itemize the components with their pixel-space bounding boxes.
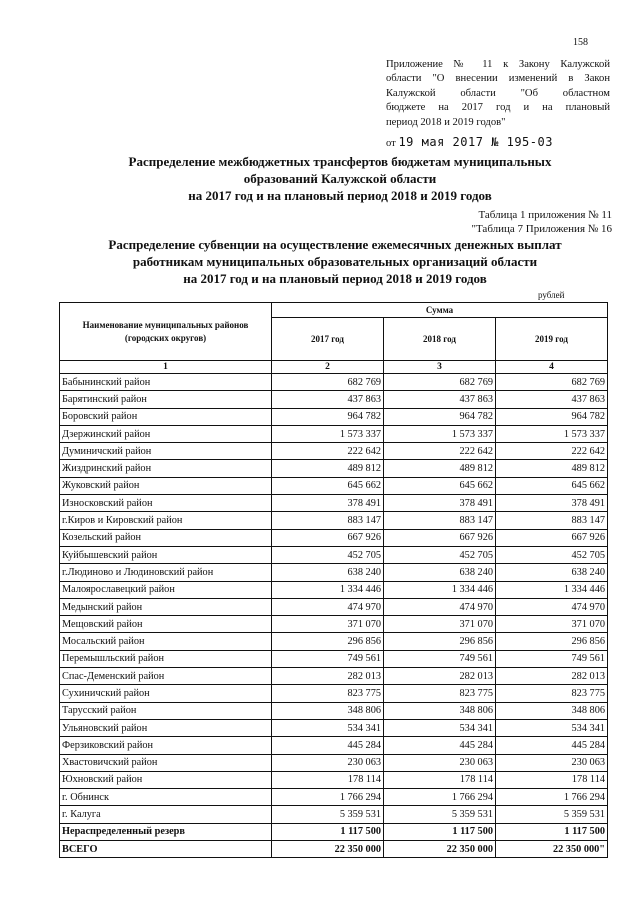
row-name: Жиздринский район — [60, 460, 272, 477]
value-2018: 452 705 — [384, 546, 496, 563]
column-number: 2 — [272, 361, 384, 374]
page-number: 158 — [573, 37, 588, 48]
value-2019: 282 013 — [496, 668, 608, 685]
value-2017: 282 013 — [272, 668, 384, 685]
value-2019: 1 573 337 — [496, 425, 608, 442]
row-name: Хвастовичский район — [60, 754, 272, 771]
table-row — [60, 529, 608, 546]
value-2017: 230 063 — [272, 754, 384, 771]
value-2019: 222 642 — [496, 443, 608, 460]
table-row — [60, 771, 608, 788]
value-2018: 445 284 — [384, 737, 496, 754]
value-2019: 1 766 294 — [496, 789, 608, 806]
value-2019: 5 359 531 — [496, 806, 608, 823]
document-title — [60, 153, 620, 204]
value-2018: 883 147 — [384, 512, 496, 529]
table-row — [60, 598, 608, 615]
value-2019: 682 769 — [496, 374, 608, 391]
column-header-2017: 2017 год — [272, 318, 384, 361]
row-name: Сухиничский район — [60, 685, 272, 702]
value-2017: 964 782 — [272, 408, 384, 425]
value-2017: 5 359 531 — [272, 806, 384, 823]
appendix-line: период 2018 и 2019 годов" — [386, 116, 506, 128]
value-2019: 230 063 — [496, 754, 608, 771]
appendix-reference — [386, 58, 610, 130]
value-2018: 437 863 — [384, 391, 496, 408]
value-2017: 178 114 — [272, 771, 384, 788]
row-name: Износковский район — [60, 495, 272, 512]
value-2017: 667 926 — [272, 529, 384, 546]
table-row — [60, 789, 608, 806]
table-title-line: на 2017 год и на плановый период 2018 и 2019 годов — [183, 271, 487, 286]
value-2019: 378 491 — [496, 495, 608, 512]
table-row — [60, 737, 608, 754]
row-name: Барятинский район — [60, 391, 272, 408]
row-name: Козельский район — [60, 529, 272, 546]
table-row — [60, 477, 608, 494]
value-2018: 489 812 — [384, 460, 496, 477]
value-2018: 230 063 — [384, 754, 496, 771]
table-reference — [472, 208, 613, 236]
value-2019: 964 782 — [496, 408, 608, 425]
column-header-sum: Сумма — [272, 303, 608, 318]
value-2019: 638 240 — [496, 564, 608, 581]
column-header-2019: 2019 год — [496, 318, 608, 361]
value-2018: 645 662 — [384, 477, 496, 494]
row-name: г.Киров и Кировский район — [60, 512, 272, 529]
table-row — [60, 685, 608, 702]
row-name: г.Людиново и Людиновский район — [60, 564, 272, 581]
table-title — [40, 236, 630, 287]
value-2019: 348 806 — [496, 702, 608, 719]
column-header-2018: 2018 год — [384, 318, 496, 361]
row-name: Дзержинский район — [60, 425, 272, 442]
row-name: г. Калуга — [60, 806, 272, 823]
table-row — [60, 633, 608, 650]
value-2017: 348 806 — [272, 702, 384, 719]
title-line: Распределение межбюджетных трансфертов бюджетам муниципальных — [128, 154, 552, 169]
value-2017: 371 070 — [272, 616, 384, 633]
value-2019: 296 856 — [496, 633, 608, 650]
value-2017: 883 147 — [272, 512, 384, 529]
table-ref-line: "Таблица 7 Приложения № 16 — [471, 223, 612, 235]
row-name: Думиничский район — [60, 443, 272, 460]
row-name: Ферзиковский район — [60, 737, 272, 754]
row-name: Боровский район — [60, 408, 272, 425]
value-2019: 371 070 — [496, 616, 608, 633]
table-row — [60, 564, 608, 581]
value-2019: 22 350 000" — [496, 841, 608, 858]
value-2017: 489 812 — [272, 460, 384, 477]
value-2017: 638 240 — [272, 564, 384, 581]
table-row — [60, 616, 608, 633]
value-2017: 222 642 — [272, 443, 384, 460]
value-2018: 222 642 — [384, 443, 496, 460]
value-2017: 296 856 — [272, 633, 384, 650]
table-row — [60, 719, 608, 736]
table-row — [60, 374, 608, 391]
table-title-line: Распределение субвенции на осуществление ежемесячных денежных выплат — [108, 237, 562, 252]
value-2018: 1 766 294 — [384, 789, 496, 806]
table-row — [60, 391, 608, 408]
table-row — [60, 823, 608, 840]
value-2017: 534 341 — [272, 719, 384, 736]
value-2018: 348 806 — [384, 702, 496, 719]
value-2019: 1 117 500 — [496, 823, 608, 840]
table-row — [60, 546, 608, 563]
row-name: Мосальский район — [60, 633, 272, 650]
table-row — [60, 754, 608, 771]
law-date — [386, 135, 553, 149]
value-2019: 883 147 — [496, 512, 608, 529]
value-2017: 1 573 337 — [272, 425, 384, 442]
appendix-line: области "О внесении изменений в Закон — [386, 73, 610, 85]
row-name: Перемышльский район — [60, 650, 272, 667]
value-2019: 452 705 — [496, 546, 608, 563]
row-name: ВСЕГО — [60, 841, 272, 858]
value-2019: 474 970 — [496, 598, 608, 615]
appendix-line: бюджете на 2017 год и на плановый — [386, 102, 610, 114]
table-row — [60, 425, 608, 442]
table-row — [60, 668, 608, 685]
row-name: Медынский район — [60, 598, 272, 615]
table-title-line: работникам муниципальных образовательных организаций области — [132, 254, 538, 269]
value-2017: 682 769 — [272, 374, 384, 391]
value-2018: 823 775 — [384, 685, 496, 702]
value-2018: 178 114 — [384, 771, 496, 788]
value-2017: 823 775 — [272, 685, 384, 702]
row-name: Куйбышевский район — [60, 546, 272, 563]
value-2017: 645 662 — [272, 477, 384, 494]
value-2019: 823 775 — [496, 685, 608, 702]
table-row — [60, 443, 608, 460]
value-2018: 682 769 — [384, 374, 496, 391]
value-2019: 445 284 — [496, 737, 608, 754]
value-2018: 1 334 446 — [384, 581, 496, 598]
table-row — [60, 512, 608, 529]
value-2019: 667 926 — [496, 529, 608, 546]
table-row — [60, 806, 608, 823]
value-2019: 749 561 — [496, 650, 608, 667]
value-2019: 1 334 446 — [496, 581, 608, 598]
value-2018: 474 970 — [384, 598, 496, 615]
value-2018: 378 491 — [384, 495, 496, 512]
column-number: 3 — [384, 361, 496, 374]
title-line: на 2017 год и на плановый период 2018 и 2019 годов — [188, 188, 492, 203]
value-2018: 296 856 — [384, 633, 496, 650]
column-header-name: Наименование муниципальных районов (городских округов) — [60, 303, 272, 361]
row-name: Мещовский район — [60, 616, 272, 633]
value-2017: 452 705 — [272, 546, 384, 563]
column-number: 1 — [60, 361, 272, 374]
value-2018: 371 070 — [384, 616, 496, 633]
row-name: г. Обнинск — [60, 789, 272, 806]
table-row — [60, 460, 608, 477]
value-2017: 378 491 — [272, 495, 384, 512]
row-name: Нераспределенный резерв — [60, 823, 272, 840]
table-row — [60, 581, 608, 598]
value-2017: 1 334 446 — [272, 581, 384, 598]
row-name: Бабынинский район — [60, 374, 272, 391]
table-row — [60, 495, 608, 512]
date-prefix: от — [386, 138, 396, 149]
table-row — [60, 702, 608, 719]
value-2017: 1 766 294 — [272, 789, 384, 806]
row-name: Ульяновский район — [60, 719, 272, 736]
table-ref-line: Таблица 1 приложения № 11 — [478, 209, 612, 221]
value-2017: 22 350 000 — [272, 841, 384, 858]
value-2017: 437 863 — [272, 391, 384, 408]
value-2017: 474 970 — [272, 598, 384, 615]
column-number: 4 — [496, 361, 608, 374]
value-2018: 667 926 — [384, 529, 496, 546]
value-2018: 638 240 — [384, 564, 496, 581]
row-name: Юхновский район — [60, 771, 272, 788]
value-2019: 534 341 — [496, 719, 608, 736]
row-name: Жуковский район — [60, 477, 272, 494]
row-name: Тарусский район — [60, 702, 272, 719]
value-2017: 749 561 — [272, 650, 384, 667]
table-row — [60, 841, 608, 858]
value-2019: 489 812 — [496, 460, 608, 477]
row-name: Малоярославецкий район — [60, 581, 272, 598]
appendix-line: Приложение № 11 к Закону Калужской — [386, 59, 610, 70]
units-label: рублей — [538, 290, 565, 300]
value-2018: 964 782 — [384, 408, 496, 425]
value-2018: 282 013 — [384, 668, 496, 685]
table-row — [60, 650, 608, 667]
value-2019: 645 662 — [496, 477, 608, 494]
value-2018: 22 350 000 — [384, 841, 496, 858]
table-row — [60, 408, 608, 425]
value-2017: 1 117 500 — [272, 823, 384, 840]
value-2018: 1 117 500 — [384, 823, 496, 840]
appendix-line: Калужской области "Об областном — [386, 87, 610, 99]
value-2019: 437 863 — [496, 391, 608, 408]
value-2018: 5 359 531 — [384, 806, 496, 823]
value-2019: 178 114 — [496, 771, 608, 788]
value-2018: 534 341 — [384, 719, 496, 736]
row-name: Спас-Деменский район — [60, 668, 272, 685]
subvention-table — [59, 302, 608, 858]
handwritten-date: 19 мая 2017 № 195-03 — [398, 135, 553, 149]
value-2017: 445 284 — [272, 737, 384, 754]
title-line: образований Калужской области — [243, 171, 437, 186]
value-2018: 749 561 — [384, 650, 496, 667]
value-2018: 1 573 337 — [384, 425, 496, 442]
